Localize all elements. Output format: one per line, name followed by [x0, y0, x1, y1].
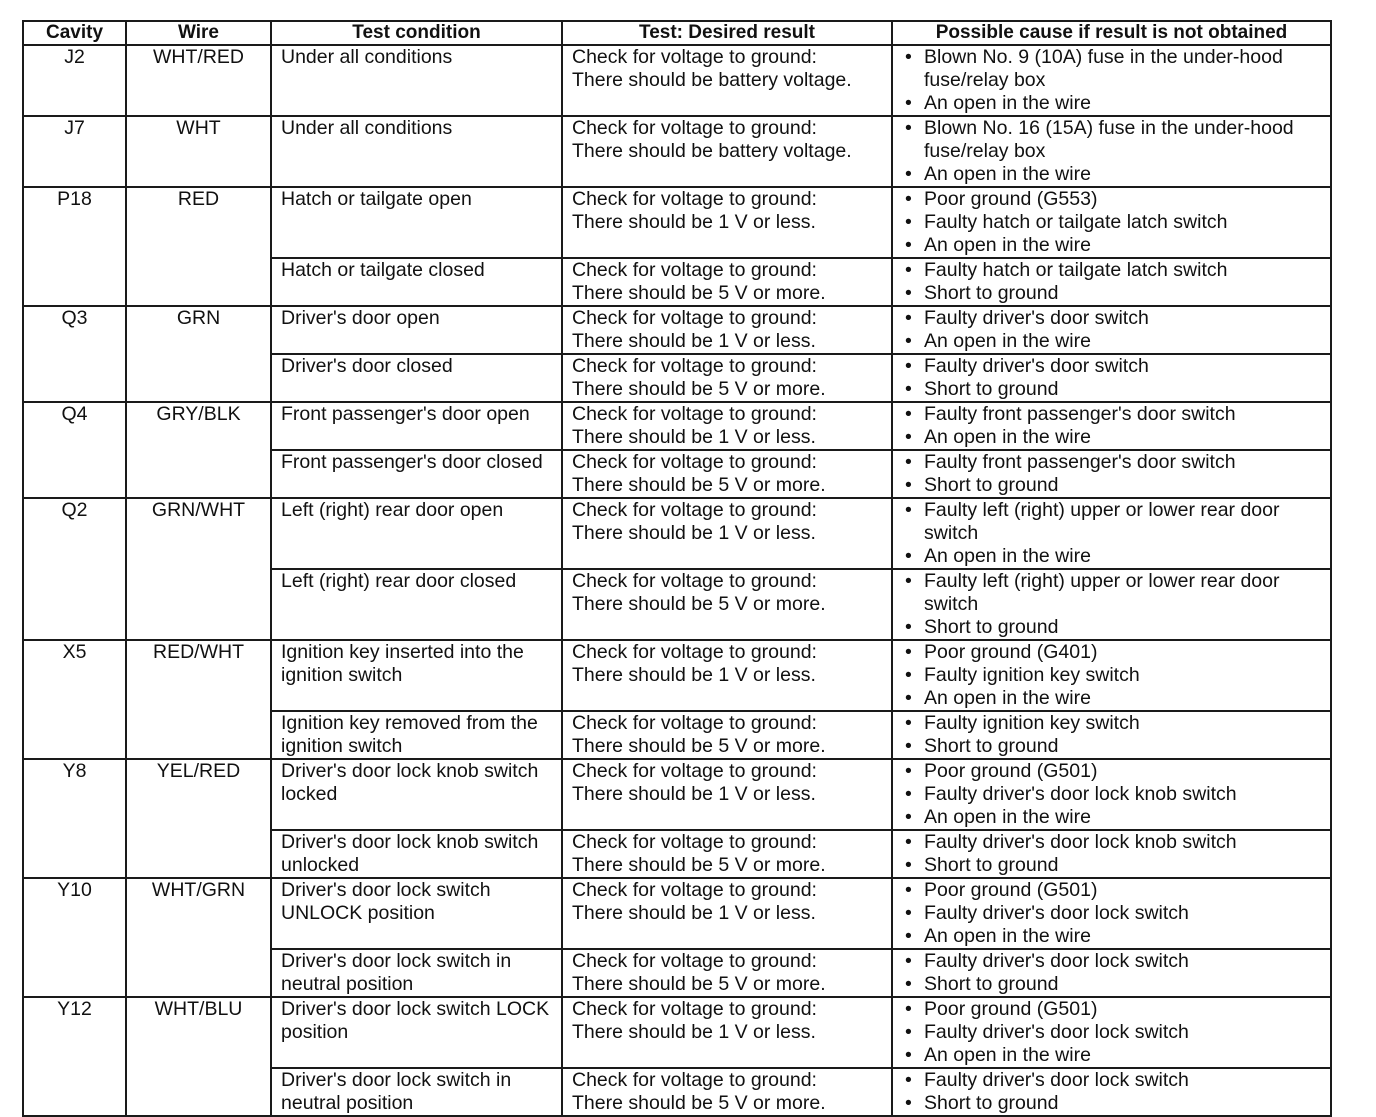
test-condition-cell: Under all conditions [271, 116, 562, 187]
result-line: There should be 1 V or less. [572, 426, 816, 448]
cause-item: • Faulty front passenger's door switch [903, 403, 1330, 426]
cause-item: • Faulty hatch or tailgate latch switch [903, 259, 1330, 282]
result-line: Check for voltage to ground: [572, 570, 817, 592]
cause-item: • Faulty driver's door switch [903, 307, 1330, 330]
result-line: Check for voltage to ground: [572, 117, 817, 139]
result-line: There should be 5 V or more. [572, 282, 826, 304]
possible-cause-cell [892, 354, 1331, 402]
cause-item: • An open in the wire [903, 1044, 1330, 1067]
cause-list [893, 451, 1330, 497]
table-row [23, 498, 1331, 569]
cause-item: • Faulty driver's door lock switch [903, 1069, 1330, 1092]
cause-item: • Faulty ignition key switch [903, 664, 1330, 687]
result-line: Check for voltage to ground: [572, 831, 817, 853]
possible-cause-cell [892, 45, 1331, 116]
possible-cause-cell [892, 187, 1331, 258]
cause-list [893, 259, 1330, 305]
desired-result-cell [562, 640, 892, 711]
cavity-cell: J2 [23, 45, 126, 116]
test-condition-cell: Driver's door lock switch in neutral position [271, 949, 562, 997]
test-condition-cell: Driver's door lock knob switch locked [271, 759, 562, 830]
cause-item: • Faulty driver's door lock switch [903, 1021, 1330, 1044]
possible-cause-cell [892, 116, 1331, 187]
cause-item: • An open in the wire [903, 545, 1330, 568]
test-condition-cell: Front passenger's door closed [271, 450, 562, 498]
result-line: There should be 1 V or less. [572, 522, 816, 544]
cause-item: • An open in the wire [903, 687, 1330, 710]
cause-item: • Faulty driver's door lock knob switch [903, 831, 1330, 854]
cause-item: • Faulty driver's door lock switch [903, 950, 1330, 973]
possible-cause-cell [892, 258, 1331, 306]
wire-cell: GRN [126, 306, 271, 402]
result-line: Check for voltage to ground: [572, 46, 817, 68]
desired-result-cell [562, 450, 892, 498]
cause-item: • Short to ground [903, 616, 1330, 639]
possible-cause-cell [892, 1068, 1331, 1116]
cause-item: • An open in the wire [903, 163, 1330, 186]
result-line: Check for voltage to ground: [572, 355, 817, 377]
cause-item: • Faulty ignition key switch [903, 712, 1330, 735]
cavity-cell: Y12 [23, 997, 126, 1116]
result-line: Check for voltage to ground: [572, 641, 817, 663]
result-line: Check for voltage to ground: [572, 712, 817, 734]
result-line: There should be 5 V or more. [572, 973, 826, 995]
cause-list [893, 403, 1330, 449]
cause-list [893, 879, 1330, 948]
result-line: There should be 1 V or less. [572, 330, 816, 352]
cause-item: • Faulty driver's door lock knob switch [903, 783, 1330, 806]
cause-list [893, 641, 1330, 710]
result-line: Check for voltage to ground: [572, 188, 817, 210]
test-condition-cell: Ignition key inserted into the ignition switch [271, 640, 562, 711]
cause-item: • Short to ground [903, 282, 1330, 305]
cause-list [893, 712, 1330, 758]
wire-cell: YEL/RED [126, 759, 271, 878]
possible-cause-cell [892, 997, 1331, 1068]
desired-result-cell [562, 187, 892, 258]
cause-item: • Short to ground [903, 378, 1330, 401]
table-row [23, 306, 1331, 354]
result-line: There should be 5 V or more. [572, 854, 826, 876]
cavity-cell: P18 [23, 187, 126, 306]
possible-cause-cell [892, 830, 1331, 878]
result-line: There should be 5 V or more. [572, 1092, 826, 1114]
cause-list [893, 998, 1330, 1067]
cause-list [893, 499, 1330, 568]
possible-cause-cell [892, 949, 1331, 997]
wire-cell: RED/WHT [126, 640, 271, 759]
desired-result-cell [562, 711, 892, 759]
test-condition-cell: Driver's door open [271, 306, 562, 354]
test-condition-cell: Hatch or tailgate closed [271, 258, 562, 306]
cavity-cell: Y8 [23, 759, 126, 878]
test-condition-cell: Hatch or tailgate open [271, 187, 562, 258]
desired-result-cell [562, 402, 892, 450]
cause-item: • An open in the wire [903, 234, 1330, 257]
wire-cell: RED [126, 187, 271, 306]
test-condition-cell: Ignition key removed from the ignition switch [271, 711, 562, 759]
cause-item: • An open in the wire [903, 806, 1330, 829]
result-line: There should be 5 V or more. [572, 735, 826, 757]
cause-list [893, 760, 1330, 829]
desired-result-cell [562, 45, 892, 116]
cause-item: • Short to ground [903, 474, 1330, 497]
desired-result-cell [562, 759, 892, 830]
result-line: Check for voltage to ground: [572, 760, 817, 782]
desired-result-cell [562, 830, 892, 878]
result-line: There should be 1 V or less. [572, 664, 816, 686]
cavity-cell: Q4 [23, 402, 126, 498]
cavity-cell: Q2 [23, 498, 126, 640]
header-cavity: Cavity [23, 21, 126, 45]
cause-list [893, 117, 1330, 186]
result-line: There should be 1 V or less. [572, 783, 816, 805]
header-wire: Wire [126, 21, 271, 45]
table-row [23, 402, 1331, 450]
cause-list [893, 570, 1330, 639]
table-body [23, 45, 1331, 1116]
result-line: Check for voltage to ground: [572, 259, 817, 281]
table-row [23, 878, 1331, 949]
result-line: Check for voltage to ground: [572, 451, 817, 473]
result-line: There should be battery voltage. [572, 140, 852, 162]
result-line: There should be 5 V or more. [572, 474, 826, 496]
desired-result-cell [562, 498, 892, 569]
desired-result-cell [562, 116, 892, 187]
cavity-cell: J7 [23, 116, 126, 187]
result-line: There should be 1 V or less. [572, 1021, 816, 1043]
cause-item: • Short to ground [903, 854, 1330, 877]
result-line: There should be 5 V or more. [572, 593, 826, 615]
possible-cause-cell [892, 878, 1331, 949]
result-line: There should be 1 V or less. [572, 211, 816, 233]
wire-cell: GRN/WHT [126, 498, 271, 640]
wire-cell: WHT/BLU [126, 997, 271, 1116]
possible-cause-cell [892, 498, 1331, 569]
table-row [23, 759, 1331, 830]
wire-cell: WHT [126, 116, 271, 187]
cause-item: • Poor ground (G501) [903, 760, 1330, 783]
desired-result-cell [562, 354, 892, 402]
cause-list [893, 46, 1330, 115]
header-row [23, 21, 1331, 45]
cause-item: • Short to ground [903, 1092, 1330, 1115]
test-condition-cell: Driver's door lock switch in neutral position [271, 1068, 562, 1116]
cause-item: • An open in the wire [903, 92, 1330, 115]
result-line: Check for voltage to ground: [572, 307, 817, 329]
result-line: Check for voltage to ground: [572, 1069, 817, 1091]
test-condition-cell: Under all conditions [271, 45, 562, 116]
result-line: Check for voltage to ground: [572, 950, 817, 972]
cause-item: • Poor ground (G553) [903, 188, 1330, 211]
test-condition-cell: Driver's door lock switch LOCK position [271, 997, 562, 1068]
cavity-cell: Q3 [23, 306, 126, 402]
cause-item: • Short to ground [903, 973, 1330, 996]
cause-item: • Poor ground (G501) [903, 879, 1330, 902]
cause-item: • Faulty hatch or tailgate latch switch [903, 211, 1330, 234]
cause-item: • Blown No. 16 (15A) fuse in the under-hood fuse/relay box [903, 117, 1330, 163]
cause-item: • Faulty driver's door lock switch [903, 902, 1330, 925]
result-line: Check for voltage to ground: [572, 879, 817, 901]
wire-cell: GRY/BLK [126, 402, 271, 498]
possible-cause-cell [892, 306, 1331, 354]
desired-result-cell [562, 878, 892, 949]
table-row [23, 116, 1331, 187]
cause-list [893, 188, 1330, 257]
test-condition-cell: Driver's door lock switch UNLOCK position [271, 878, 562, 949]
result-line: Check for voltage to ground: [572, 403, 817, 425]
desired-result-cell [562, 1068, 892, 1116]
cause-item: • Short to ground [903, 735, 1330, 758]
cause-item: • Faulty left (right) upper or lower rear door switch [903, 570, 1330, 616]
header-desired-result: Test: Desired result [562, 21, 892, 45]
cavity-cell: Y10 [23, 878, 126, 997]
diagnostic-table [22, 20, 1332, 1117]
cause-item: • An open in the wire [903, 330, 1330, 353]
desired-result-cell [562, 997, 892, 1068]
result-line: Check for voltage to ground: [572, 998, 817, 1020]
test-condition-cell: Front passenger's door open [271, 402, 562, 450]
desired-result-cell [562, 569, 892, 640]
test-condition-cell: Driver's door closed [271, 354, 562, 402]
cause-list [893, 307, 1330, 353]
wire-cell: WHT/GRN [126, 878, 271, 997]
desired-result-cell [562, 949, 892, 997]
table-row [23, 45, 1331, 116]
cause-item: • An open in the wire [903, 426, 1330, 449]
test-condition-cell: Left (right) rear door open [271, 498, 562, 569]
possible-cause-cell [892, 759, 1331, 830]
possible-cause-cell [892, 402, 1331, 450]
desired-result-cell [562, 258, 892, 306]
result-line: There should be 5 V or more. [572, 378, 826, 400]
result-line: There should be battery voltage. [572, 69, 852, 91]
cause-item: • Poor ground (G401) [903, 641, 1330, 664]
cause-item: • Faulty driver's door switch [903, 355, 1330, 378]
cause-list [893, 1069, 1330, 1115]
table-row [23, 187, 1331, 258]
cause-item: • An open in the wire [903, 925, 1330, 948]
possible-cause-cell [892, 711, 1331, 759]
possible-cause-cell [892, 640, 1331, 711]
desired-result-cell [562, 306, 892, 354]
possible-cause-cell [892, 450, 1331, 498]
header-test-condition: Test condition [271, 21, 562, 45]
wire-cell: WHT/RED [126, 45, 271, 116]
test-condition-cell: Driver's door lock knob switch unlocked [271, 830, 562, 878]
test-condition-cell: Left (right) rear door closed [271, 569, 562, 640]
cavity-cell: X5 [23, 640, 126, 759]
cause-list [893, 950, 1330, 996]
header-possible-cause: Possible cause if result is not obtained [892, 21, 1331, 45]
cause-list [893, 831, 1330, 877]
cause-list [893, 355, 1330, 401]
cause-item: • Faulty left (right) upper or lower rear door switch [903, 499, 1330, 545]
result-line: There should be 1 V or less. [572, 902, 816, 924]
possible-cause-cell [892, 569, 1331, 640]
table-row [23, 997, 1331, 1068]
cause-item: • Faulty front passenger's door switch [903, 451, 1330, 474]
cause-item: • Blown No. 9 (10A) fuse in the under-hood fuse/relay box [903, 46, 1330, 92]
cause-item: • Poor ground (G501) [903, 998, 1330, 1021]
table-row [23, 640, 1331, 711]
result-line: Check for voltage to ground: [572, 499, 817, 521]
